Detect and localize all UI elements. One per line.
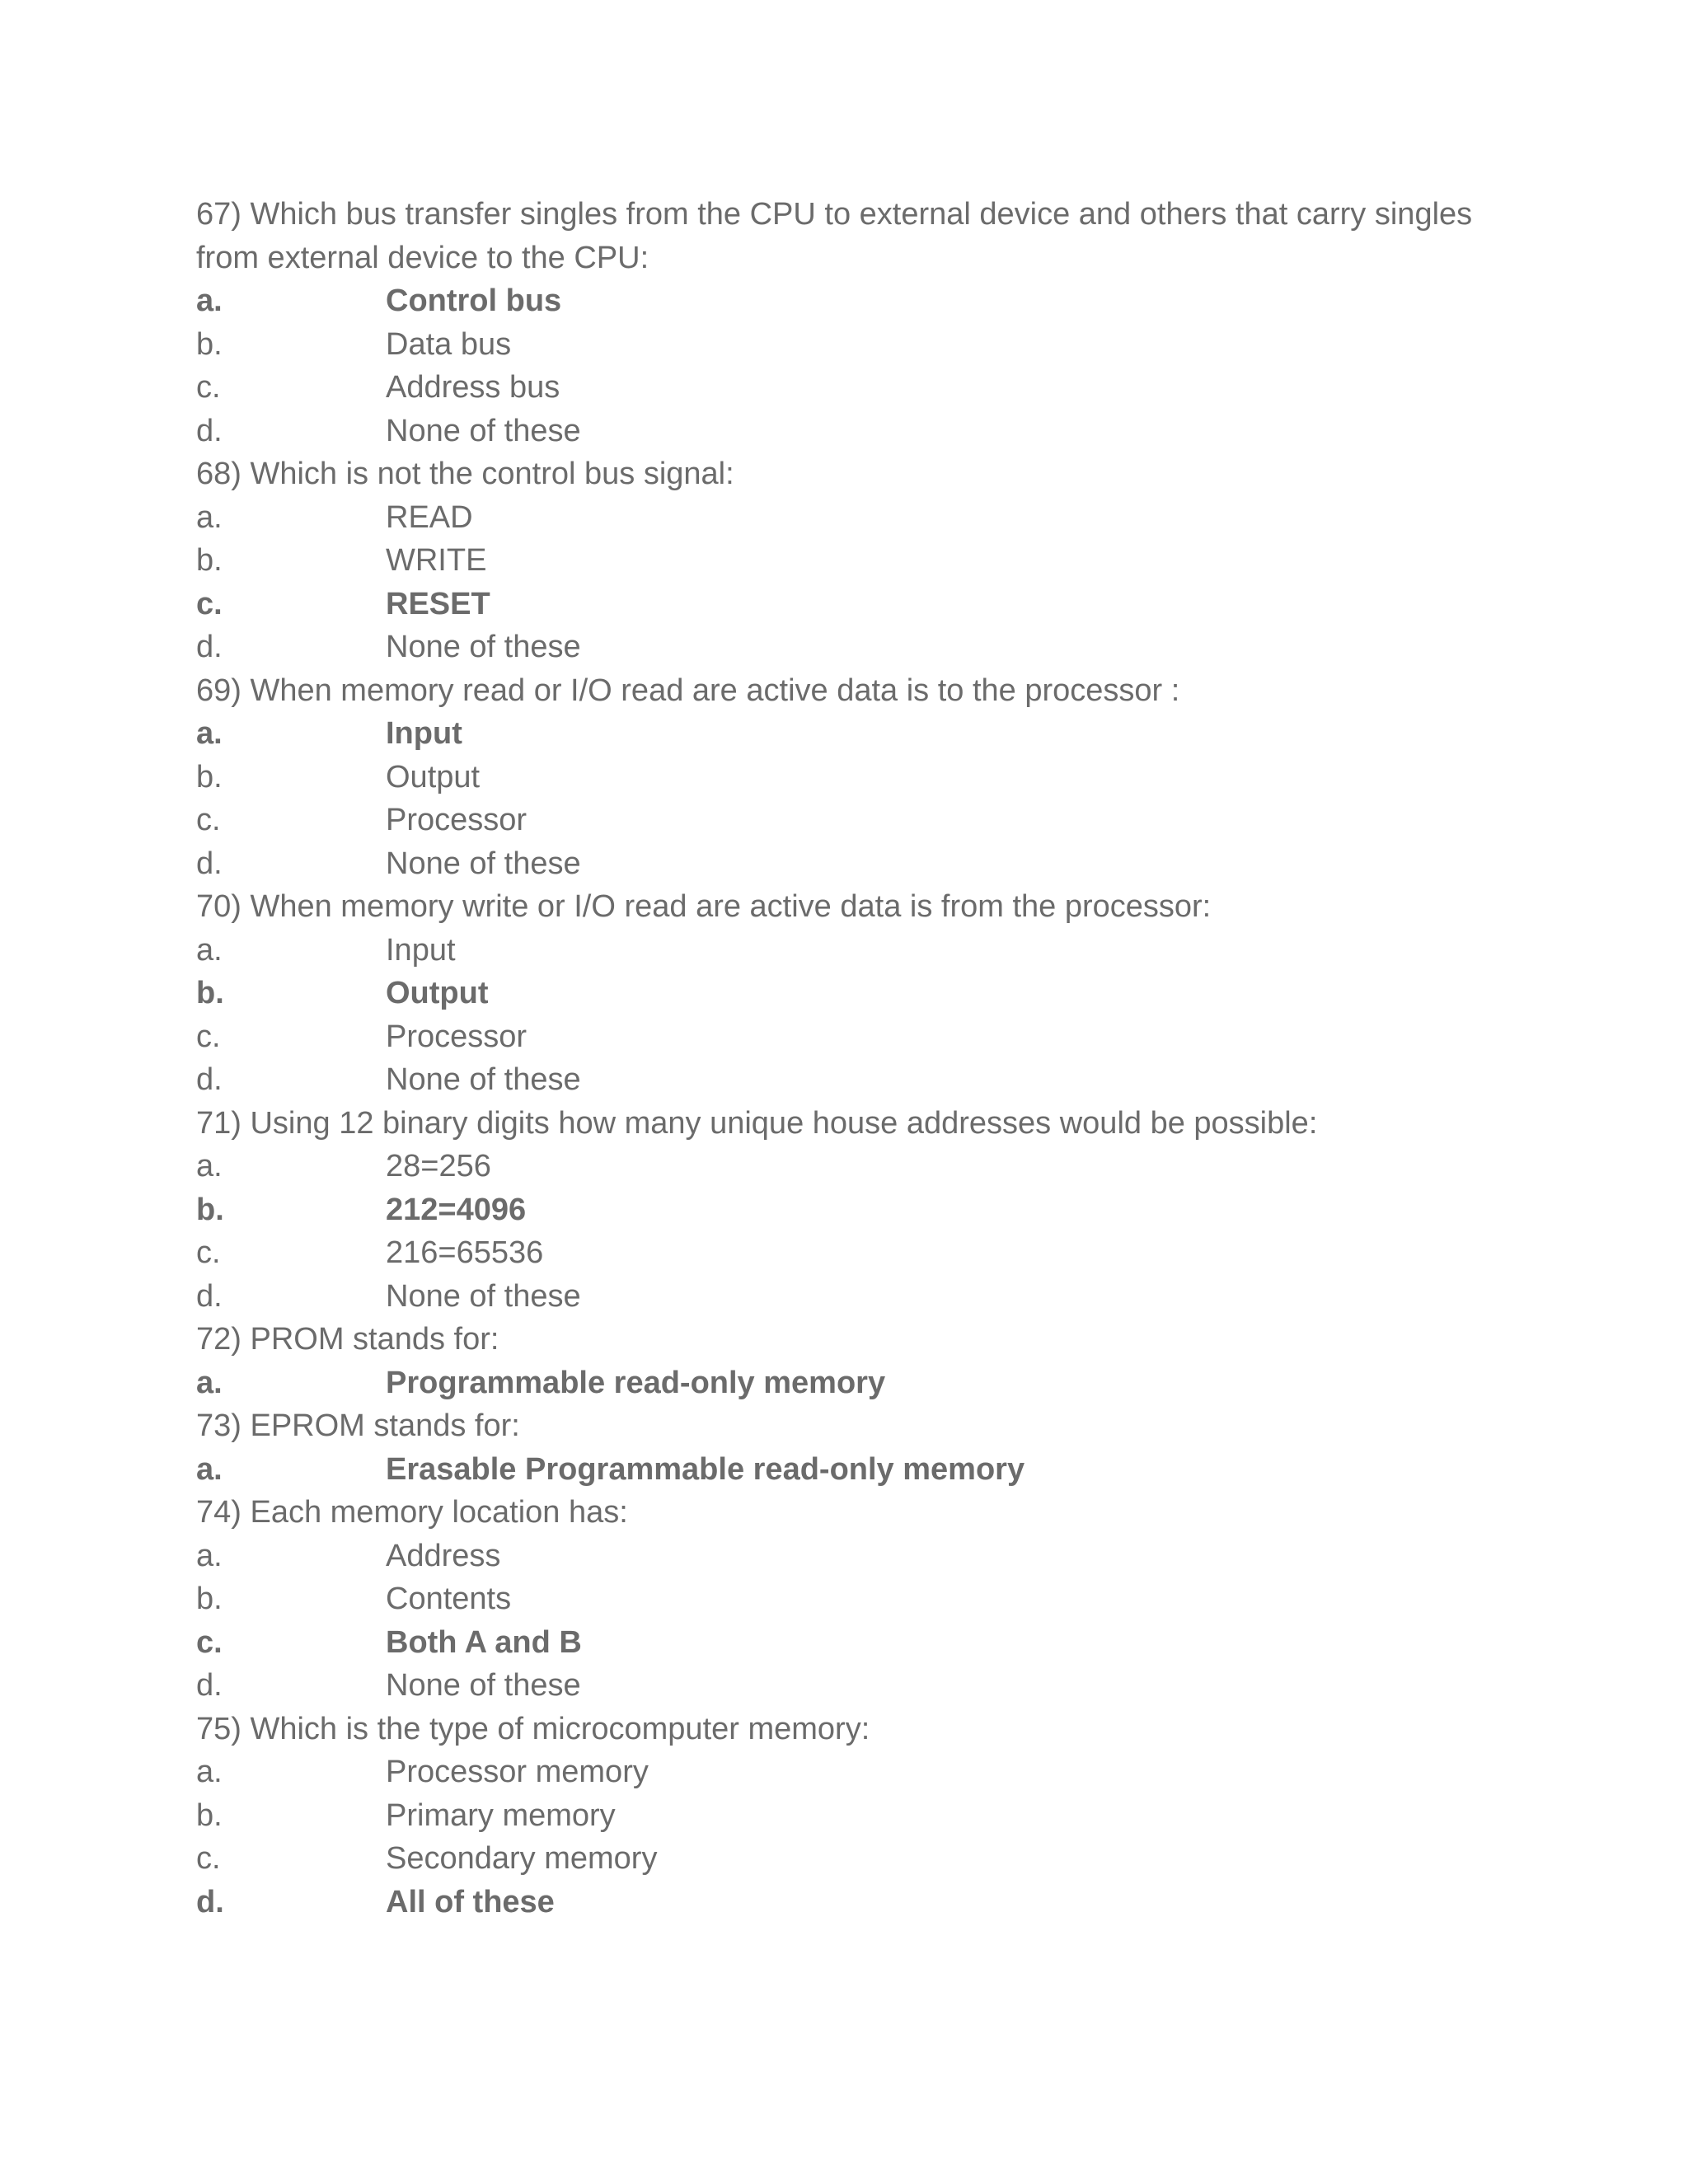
option-letter: a. <box>196 932 223 968</box>
option-row <box>196 1535 1531 1578</box>
option-text: Both A and B <box>386 1624 582 1660</box>
option-text: None of these <box>386 1278 581 1314</box>
option-text: Data bus <box>386 326 512 362</box>
option-row <box>196 1361 1531 1405</box>
question-stem: 69) When memory read or I/O read are active data is to the processor : <box>196 673 1180 708</box>
option-row <box>196 1664 1531 1708</box>
option-row <box>196 1275 1531 1319</box>
option-row <box>196 410 1531 453</box>
option-letter: a. <box>196 499 223 535</box>
option-row <box>196 842 1531 886</box>
option-text: 28=256 <box>386 1149 491 1183</box>
option-letter: b. <box>196 543 223 578</box>
option-text: Input <box>386 716 462 751</box>
option-row <box>196 496 1531 540</box>
option-text: Erasable Programmable read-only memory <box>386 1451 1025 1487</box>
question-stem: 67) Which bus transfer singles from the CPU to external device and others that carry singles from external device to the CPU: <box>196 197 1473 275</box>
option-row <box>196 1750 1531 1794</box>
question-list <box>196 193 1531 1924</box>
option-row <box>196 712 1531 756</box>
option-row <box>196 1231 1531 1275</box>
option-row <box>196 756 1531 799</box>
option-row <box>196 1058 1531 1102</box>
option-letter: c. <box>196 1624 223 1660</box>
option-letter: d. <box>196 846 223 881</box>
option-text: 212=4096 <box>386 1192 527 1227</box>
option-letter: b. <box>196 976 224 1010</box>
option-row <box>196 323 1531 367</box>
option-row <box>196 1145 1531 1188</box>
option-letter: b. <box>196 759 223 794</box>
option-text: WRITE <box>386 543 487 578</box>
option-text: Input <box>386 932 456 968</box>
option-row <box>196 583 1531 626</box>
option-letter: b. <box>196 1582 223 1616</box>
option-letter: a. <box>196 284 223 318</box>
option-text: None of these <box>386 630 581 664</box>
question-stem: 71) Using 12 binary digits how many unique house addresses would be possible: <box>196 1105 1318 1141</box>
option-row <box>196 799 1531 842</box>
option-row <box>196 1015 1531 1059</box>
option-letter: d. <box>196 1884 224 1919</box>
option-text: Primary memory <box>386 1797 616 1833</box>
option-letter: a. <box>196 1365 223 1400</box>
option-letter: d. <box>196 1278 223 1314</box>
option-letter: a. <box>196 1538 223 1573</box>
option-row <box>196 626 1531 669</box>
question-stem: 75) Which is the type of microcomputer memory: <box>196 1711 870 1746</box>
option-letter: c. <box>196 370 221 405</box>
option-row <box>196 366 1531 410</box>
option-row <box>196 539 1531 583</box>
option-letter: c. <box>196 1841 221 1876</box>
option-letter: b. <box>196 326 223 362</box>
option-row <box>196 1881 1531 1924</box>
option-row <box>196 1837 1531 1881</box>
option-letter: d. <box>196 1668 223 1703</box>
option-text: All of these <box>386 1884 555 1919</box>
option-text: None of these <box>386 846 581 881</box>
option-text: Output <box>386 759 481 794</box>
option-letter: c. <box>196 1235 221 1270</box>
option-row <box>196 972 1531 1015</box>
question-stem: 73) EPROM stands for: <box>196 1408 520 1443</box>
option-text: Contents <box>386 1582 512 1616</box>
option-text: Address <box>386 1538 501 1573</box>
option-text: Processor <box>386 1019 528 1054</box>
option-text: None of these <box>386 413 581 448</box>
option-letter: a. <box>196 716 223 751</box>
option-text: READ <box>386 499 473 535</box>
option-letter: c. <box>196 586 223 621</box>
option-text: Processor <box>386 803 528 837</box>
option-row <box>196 279 1531 323</box>
option-text: None of these <box>386 1668 581 1703</box>
option-text: RESET <box>386 586 490 621</box>
option-letter: a. <box>196 1451 223 1487</box>
option-letter: a. <box>196 1149 223 1183</box>
option-text: Programmable read-only memory <box>386 1365 886 1400</box>
option-letter: d. <box>196 413 223 448</box>
option-text: Processor memory <box>386 1755 649 1789</box>
question-stem: 68) Which is not the control bus signal: <box>196 457 734 491</box>
option-text: Secondary memory <box>386 1841 658 1876</box>
option-letter: c. <box>196 803 221 837</box>
option-text: Address bus <box>386 370 560 405</box>
option-text: 216=65536 <box>386 1235 544 1270</box>
option-text: None of these <box>386 1062 581 1097</box>
option-row <box>196 1621 1531 1665</box>
option-letter: d. <box>196 630 223 664</box>
option-letter: b. <box>196 1192 224 1227</box>
question-stem: 72) PROM stands for: <box>196 1322 499 1357</box>
option-row <box>196 929 1531 972</box>
question-stem: 74) Each memory location has: <box>196 1495 628 1530</box>
option-row <box>196 1448 1531 1492</box>
question-stem: 70) When memory write or I/O read are active data is from the processor: <box>196 889 1212 924</box>
option-row <box>196 1188 1531 1232</box>
option-letter: b. <box>196 1797 223 1833</box>
option-text: Output <box>386 976 489 1010</box>
option-text: Control bus <box>386 284 562 318</box>
option-row <box>196 1794 1531 1838</box>
option-letter: d. <box>196 1062 223 1097</box>
option-letter: c. <box>196 1019 221 1054</box>
option-row <box>196 1577 1531 1621</box>
option-letter: a. <box>196 1755 223 1789</box>
